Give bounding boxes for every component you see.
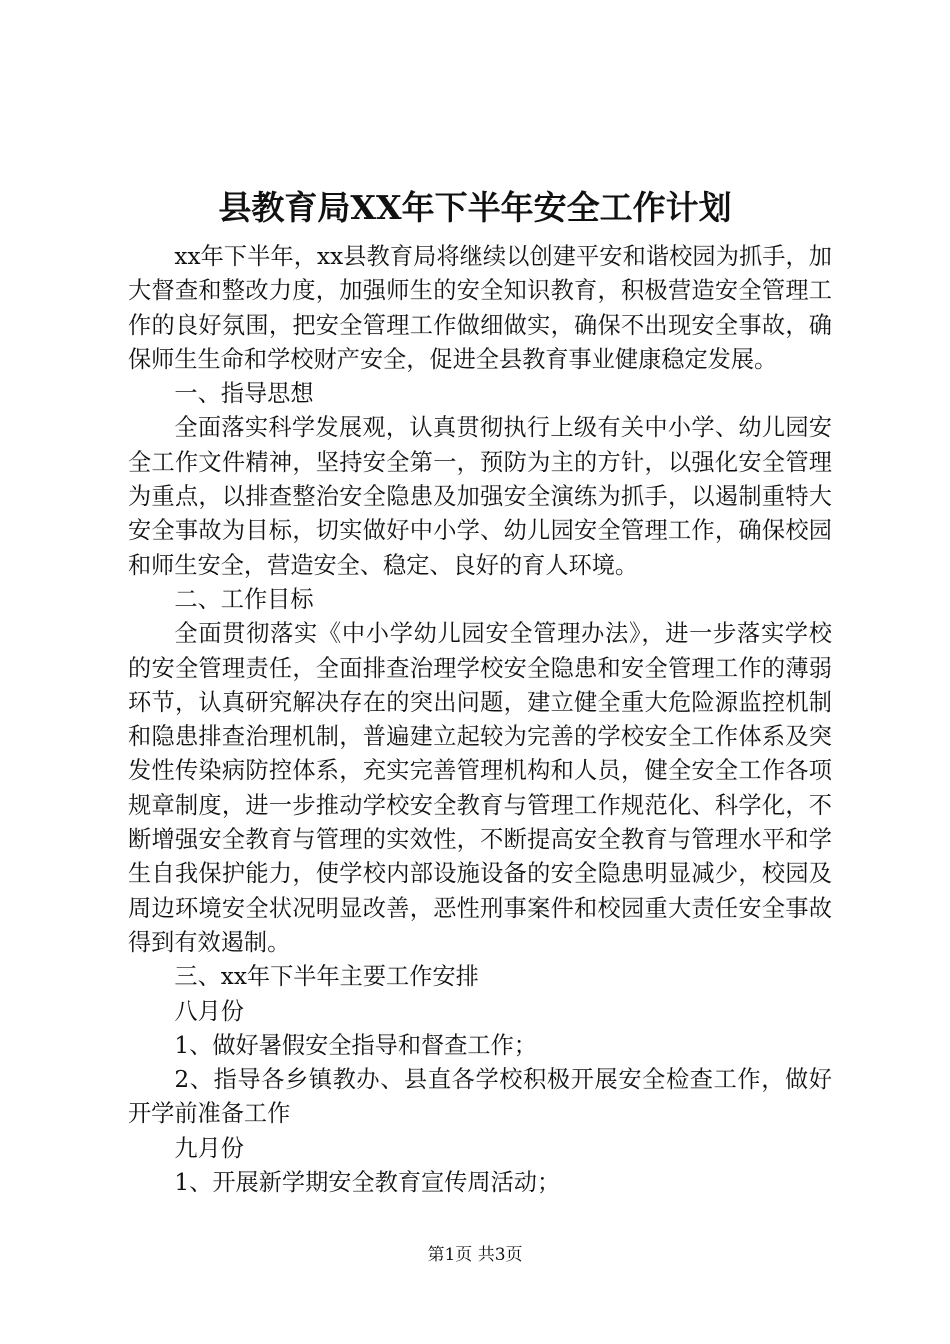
work-goals-paragraph: 全面贯彻落实《中小学幼儿园安全管理办法》，进一步落实学校的安全管理责任，全面排查治理学校安全隐患和安全管理工作的薄弱环节，认真研究解决存在的突出问题，建立健全重大危险源监控机制和隐患排查治理机制，普遍建立起较为完善的学校安全工作体系及突发性传染病防控体系，充实完善管理机构和人员，健全安全工作各项规章制度，进一步推动学校安全教育与管理工作规范化、科学化，不断增强安全教育与管理的实效性，不断提高安全教育与管理水平和学生自我保护能力，使学校内部设施设备的安全隐患明显减少，校园及周边环境安全状况明显改善，恶性刑事案件和校园重大责任安全事故得到有效遏制。 [128, 620, 832, 956]
page-footer [0, 1243, 950, 1267]
section-heading-guiding-ideology: 一、指导思想 [174, 380, 314, 408]
guiding-ideology-paragraph: 全面落实科学发展观，认真贯彻执行上级有关中小学、幼儿园安全工作文件精神，坚持安全第一，预防为主的方针，以强化安全管理为重点，以排查整治安全隐患及加强安全演练为抓手，以遏制重特大安全事故为目标，切实做好中小学、幼儿园安全管理工作，确保校园和师生安全，营造安全、稳定、良好的育人环境。 [128, 414, 832, 579]
september-item-1: 1、开展新学期安全教育宣传周活动； [174, 1169, 561, 1197]
section-heading-work-goals: 二、工作目标 [174, 585, 314, 613]
august-item-2: 2、指导各乡镇教办、县直各学校积极开展安全检查工作，做好开学前准备工作 [128, 1066, 832, 1128]
document-body [128, 240, 832, 1200]
intro-paragraph: xx年下半年，xx县教育局将继续以创建平安和谐校园为抓手，加大督查和整改力度，加强师生的安全知识教育，积极营造安全管理工作的良好氛围，把安全管理工作做细做实，确保不出现安全事故，确保师生生命和学校财产安全，促进全县教育事业健康稳定发展。 [128, 243, 832, 373]
document-title: 县教育局XX年下半年安全工作计划 [218, 188, 732, 227]
august-item-1: 1、做好暑假安全指导和督查工作； [174, 1031, 537, 1059]
month-heading-august: 八月份 [174, 997, 244, 1025]
section-heading-work-arrangements: 三、xx年下半年主要工作安排 [174, 963, 479, 991]
month-heading-september: 九月份 [174, 1134, 244, 1162]
page-indicator: 第1页 共3页 [427, 1245, 523, 1265]
